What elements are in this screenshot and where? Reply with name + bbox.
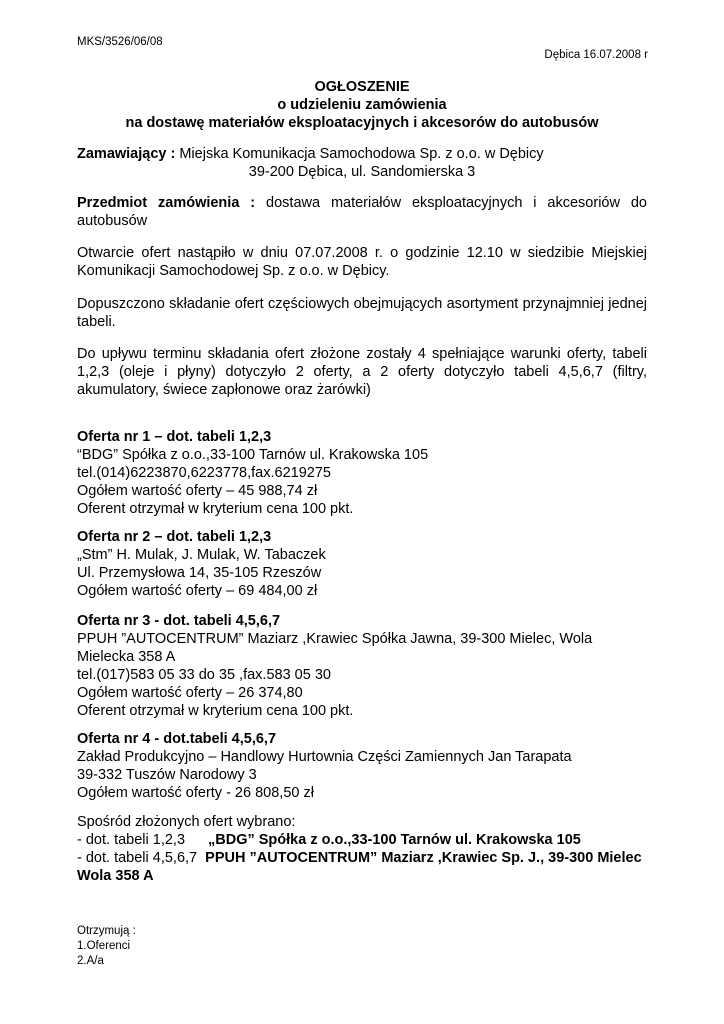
title-line-3: na dostawę materiałów eksploatacyjnych i akcesorów do autobusów (125, 115, 599, 131)
recipients-section (77, 924, 136, 969)
offer-line: Oferent otrzymał w kryterium cena 100 pkt. (77, 501, 354, 517)
offer-line: tel.(014)6223870,6223778,fax.6219275 (77, 465, 331, 481)
selection-winner: PPUH ”AUTOCENTRUM” Maziarz ,Krawiec Sp. J., 39-300 Mielec Wola 358 A (77, 850, 642, 884)
offer-heading: Oferta nr 4 - dot.tabeli 4,5,6,7 (77, 731, 277, 747)
orderer-name: Miejska Komunikacja Samochodowa Sp. z o.o. w Dębicy (175, 146, 544, 162)
document-title (77, 78, 647, 132)
selection-item-1 (77, 831, 647, 849)
offer-3 (77, 612, 647, 720)
offer-heading: Oferta nr 3 - dot. tabeli 4,5,6,7 (77, 613, 281, 629)
selection-intro: Spośród złożonych ofert wybrano: (77, 814, 296, 830)
offer-line: „Stm” H. Mulak, J. Mulak, W. Tabaczek (77, 547, 326, 563)
offer-heading: Oferta nr 2 – dot. tabeli 1,2,3 (77, 529, 272, 545)
offer-line: Oferent otrzymał w kryterium cena 100 pkt. (77, 703, 354, 719)
subject-text: dostawa materiałów eksploatacyjnych i akcesoriów do autobusów (77, 195, 647, 229)
offer-line: Ogółem wartość oferty – 26 374,80 (77, 685, 303, 701)
offer-line: Zakład Produkcyjno – Handlowy Hurtownia Części Zamiennych Jan Tarapata (77, 749, 572, 765)
reference-number: MKS/3526/06/08 (77, 36, 163, 48)
selection-prefix: - dot. tabeli 4,5,6,7 (77, 850, 198, 866)
offer-line: Ogółem wartość oferty – 69 484,00 zł (77, 583, 318, 599)
orderer-section (77, 145, 647, 181)
selection-winner: „BDG” Spółka z o.o.,33-100 Tarnów ul. Krakowska 105 (208, 832, 581, 848)
orderer-address: 39-200 Dębica, ul. Sandomierska 3 (248, 164, 476, 180)
offer-line: 39-332 Tuszów Narodowy 3 (77, 767, 257, 783)
offer-line: Ogółem wartość oferty – 45 988,74 zł (77, 483, 318, 499)
selection-section (77, 813, 647, 885)
offer-line: tel.(017)583 05 33 do 35 ,fax.583 05 30 (77, 667, 331, 683)
document-date: Dębica 16.07.2008 r (544, 49, 648, 61)
offer-1 (77, 428, 647, 518)
title-line-2: o udzieleniu zamówienia (277, 97, 447, 113)
offers-received-paragraph: Do upływu terminu składania ofert złożone zostały 4 spełniające warunki oferty, tabeli 1,2,3 (oleje i płyny) dotyczyło 2 oferty, a 2 oferty dotyczyło tabeli 4,5,6,7 (filtry, akumulatory, świece zapłonowe oraz żarówki) (77, 346, 647, 398)
offer-line: Ul. Przemysłowa 14, 35-105 Rzeszów (77, 565, 322, 581)
title-line-1: OGŁOSZENIE (314, 79, 410, 95)
recipients-label: Otrzymują : (77, 925, 136, 937)
subject-label: Przedmiot zamówienia : (77, 195, 256, 211)
selection-prefix: - dot. tabeli 1,2,3 (77, 832, 186, 848)
offer-4 (77, 730, 647, 802)
recipient-item: 1.Oferenci (77, 940, 131, 952)
recipient-item: 2.A/a (77, 955, 104, 967)
orderer-label: Zamawiający : (77, 146, 176, 162)
partial-offers-paragraph: Dopuszczono składanie ofert częściowych obejmujących asortyment przynajmniej jednej tabeli. (77, 296, 647, 330)
offer-heading: Oferta nr 1 – dot. tabeli 1,2,3 (77, 429, 272, 445)
offer-line: “BDG” Spółka z o.o.,33-100 Tarnów ul. Krakowska 105 (77, 447, 429, 463)
opening-paragraph: Otwarcie ofert nastąpiło w dniu 07.07.2008 r. o godzinie 12.10 w siedzibie Miejskiej Komunikacji Samochodowej Sp. z o.o. w Dębicy. (77, 245, 647, 279)
offer-line: Ogółem wartość oferty - 26 808,50 zł (77, 785, 314, 801)
offer-2 (77, 528, 647, 600)
selection-item-2 (77, 849, 647, 885)
subject-section (77, 194, 647, 230)
offer-line: PPUH ”AUTOCENTRUM” Maziarz ,Krawiec Spółka Jawna, 39-300 Mielec, Wola Mielecka 358 A (77, 631, 593, 665)
